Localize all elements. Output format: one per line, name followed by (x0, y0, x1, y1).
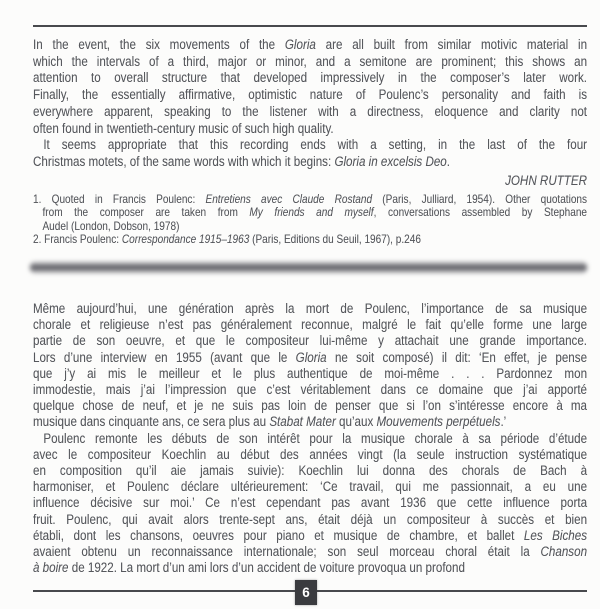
author-byline: JOHN RUTTER (505, 172, 588, 188)
text-line: In the event, the six movements of the Gloria are all built from similar motivic material in (33, 37, 588, 52)
text-line: influence décisive sur moi.’ Ce n’est cependant pas avant 1936 que cette influence porta (33, 495, 588, 511)
page-number: 6 (302, 585, 310, 600)
text-line: from the composer are taken from My friends and myself, conversations assembled by Stephane (42, 206, 588, 220)
english-section (33, 37, 587, 247)
text-line: Lors d’une interview en 1955 (avant que le Gloria ne soit composé) il dit: ‘En effet, je pense (33, 349, 588, 365)
footnotes (33, 193, 587, 247)
text-line: établi, dont les chansons, oeuvres pour piano et musique de chambre, et ballet Les Biches (33, 527, 588, 543)
text-line: Poulenc remonte les débuts de son intérêt pour la musique chorale à sa période d’étude (43, 430, 588, 446)
text-line: avaient obtenu un reconnaissance internationale; son seul morceau choral était la Chanson (33, 544, 588, 560)
paragraph (33, 301, 587, 431)
text-line: Finally, the essentially affirmative, optimistic nature of Poulenc’s personality and faith is (33, 87, 588, 103)
text-line: quelque chose de neuf, et je ne suis pas loin de penser que si l’on s’intéresse encore à ma (33, 398, 588, 414)
text-line: everywhere apparent, speaking to the listener with a directness, eloquence and clarity not (33, 103, 588, 119)
paragraph (33, 137, 587, 170)
section-divider-bar (30, 261, 587, 274)
text-line: attention to overall structure that developed impressively in the composer’s later work. (33, 70, 588, 86)
text-line: chorale et religieuse n’est pas généralement reconnue, malgré le fait qu’elle forme une large (33, 317, 588, 333)
french-paragraphs (33, 301, 587, 576)
footnote (33, 233, 587, 247)
english-paragraphs (33, 37, 587, 171)
top-rule (33, 25, 587, 27)
text-line: en composition qu’il aie jamais suivie): Koechlin lui donna des chorals de Bach à (33, 463, 588, 479)
text-line: which the intervals of a third, major or minor, and a semitone are prominent; this shows an (33, 53, 588, 69)
text-line: musique dans cinquante ans, ce sera plus au Stabat Mater qu’aux Mouvements perpétuels.’ (33, 414, 507, 430)
text-line: partie de son oeuvre, et que le compositeur lui-même y attachait une grande importance. (33, 333, 588, 349)
text-line: à boire de 1922. La mort d’un ami lors d’un accident de voiture provoqua un profond (33, 560, 465, 576)
paragraph (33, 37, 587, 137)
text-line: Audel (London, Dobson, 1978) (42, 219, 180, 233)
text-line: It seems appropriate that this recording ends with a setting, in the last of the four (43, 137, 588, 153)
text-line: 1. Quoted in Francis Poulenc: Entretiens avec Claude Rostand (Paris, Julliard, 1954). Other quotations (33, 192, 588, 206)
page-number-tab (295, 580, 317, 605)
text-line: harmoniser, et Poulenc déclare ultérieurement: ‘Ce travail, qui me passionnait, a eu une (33, 479, 588, 495)
text-line: que j’y ai mis le meilleur et le plus authentique de moi-même . . . Pardonnez mon (33, 365, 588, 381)
text-line: fruit. Poulenc, qui avait alors trente-sept ans, était déjà un compositeur à succès et bien (33, 511, 588, 527)
text-line: 2. Francis Poulenc: Correspondance 1915–1963 (Paris, Editions du Seuil, 1967), p.246 (33, 233, 421, 247)
text-line: Même aujourd’hui, une génération après la mort de Poulenc, l’importance de sa musique (33, 301, 588, 316)
text-line: avec le compositeur Koechlin au début des années vingt (la seule instruction systématique (33, 446, 588, 462)
text-line: often found in twentieth-century music of such high quality. (33, 120, 334, 136)
text-line: immodestie, mais j’ai l’impression que c’est véritablement dans ce domaine que j’ai apporté (33, 382, 588, 398)
paragraph (33, 431, 587, 577)
text-line: Christmas motets, of the same words with which it begins: Gloria in excelsis Deo. (33, 153, 451, 169)
footnote (33, 193, 587, 234)
french-section (33, 301, 587, 576)
